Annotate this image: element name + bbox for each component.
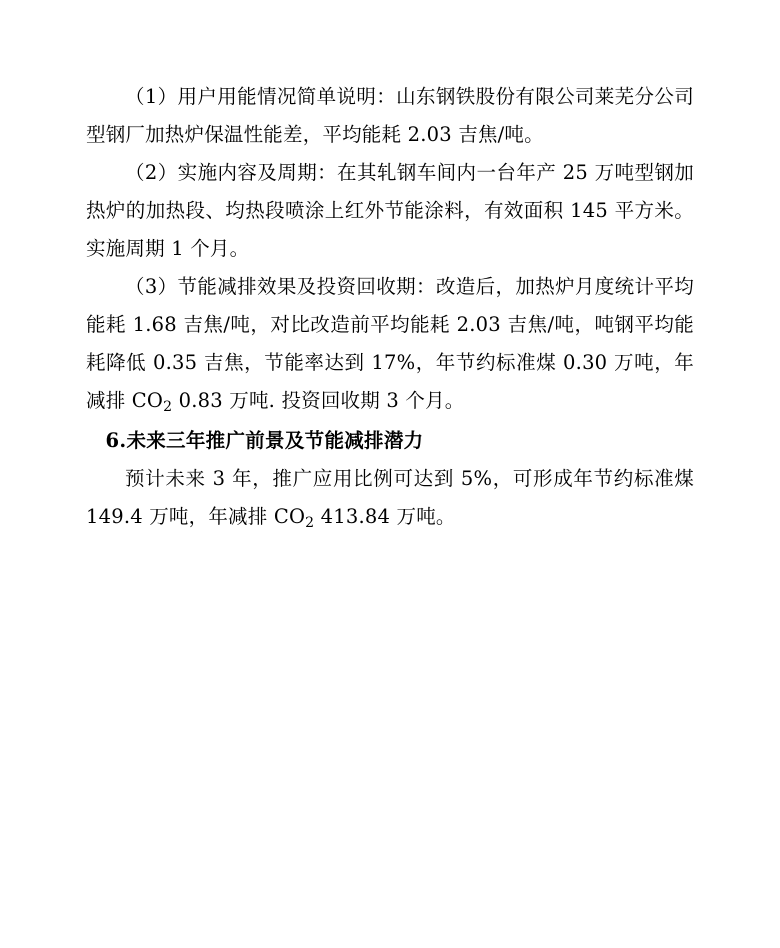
- paragraph-4-text-part2: 413.84 万吨。: [314, 505, 456, 528]
- paragraph-4-subscript: 2: [305, 514, 315, 531]
- section-heading-6: 6.未来三年推广前景及节能减排潜力: [105, 429, 424, 452]
- paragraph-3: [86, 268, 694, 422]
- paragraph-4-text-part1: 预计未来 3 年，推广应用比例可达到 5%，可形成年节约标准煤 149.4 万吨，年减排 CO: [86, 467, 694, 528]
- paragraph-3-text-part2: 0.83 万吨. 投资回收期 3 个月。: [172, 389, 465, 412]
- paragraph-2: （2）实施内容及周期：在其轧钢车间内一台年产 25 万吨型钢加热炉的加热段、均热段喷涂上红外节能涂料，有效面积 145 平方米。实施周期 1 个月。: [86, 161, 694, 260]
- document-body: [86, 78, 694, 538]
- paragraph-3-subscript: 2: [163, 398, 173, 415]
- paragraph-4: [86, 460, 694, 538]
- paragraph-3-text-part1: （3）节能减排效果及投资回收期：改造后，加热炉月度统计平均能耗 1.68 吉焦/吨，对比改造前平均能耗 2.03 吉焦/吨，吨钢平均能耗降低 0.35 吉焦，节能率达到 17%，年节约标准煤 0.30 万吨，年减排 CO: [86, 275, 694, 412]
- paragraph-1: （1）用户用能情况简单说明：山东钢铁股份有限公司莱芜分公司型钢厂加热炉保温性能差，平均能耗 2.03 吉焦/吨。: [86, 85, 694, 146]
